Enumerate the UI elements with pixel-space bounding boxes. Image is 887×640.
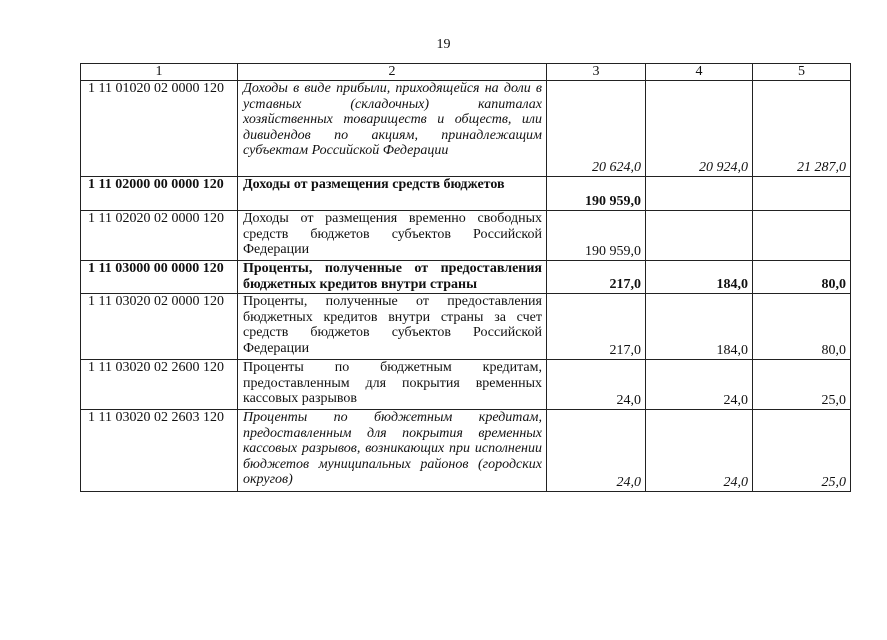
amount-col3: 190 959,0 (547, 211, 646, 261)
revenue-description: Доходы в виде прибыли, приходящейся на доли в уставных (складочных) капиталах хозяйственных товариществ и обществ, или дивидендов по акциям, принадлежащим субъектам Российской Федерации (238, 81, 547, 177)
table-row (81, 410, 851, 492)
table-row (81, 81, 851, 177)
amount-col5: 21 287,0 (753, 81, 851, 177)
column-header: 2 (238, 64, 547, 81)
amount-col3: 217,0 (547, 261, 646, 294)
table-row (81, 211, 851, 261)
budget-revenue-table (80, 63, 851, 492)
classification-code: 1 11 03000 00 0000 120 (81, 261, 238, 294)
classification-code: 1 11 03020 02 2600 120 (81, 360, 238, 410)
classification-code: 1 11 02000 00 0000 120 (81, 177, 238, 211)
column-header: 3 (547, 64, 646, 81)
amount-col4: 24,0 (646, 410, 753, 492)
amount-col5: 80,0 (753, 261, 851, 294)
amount-col5 (753, 177, 851, 211)
table-header-row (81, 64, 851, 81)
amount-col4: 20 924,0 (646, 81, 753, 177)
amount-col3: 24,0 (547, 360, 646, 410)
amount-col5: 25,0 (753, 360, 851, 410)
amount-col4: 184,0 (646, 294, 753, 360)
column-header: 4 (646, 64, 753, 81)
amount-col3: 217,0 (547, 294, 646, 360)
amount-col5: 25,0 (753, 410, 851, 492)
amount-col4 (646, 177, 753, 211)
revenue-description: Доходы от размещения временно свободных средств бюджетов субъектов Российской Федерации (238, 211, 547, 261)
revenue-description: Доходы от размещения средств бюджетов (238, 177, 547, 211)
table-row (81, 360, 851, 410)
amount-col5: 80,0 (753, 294, 851, 360)
amount-col3: 24,0 (547, 410, 646, 492)
table-row (81, 294, 851, 360)
amount-col4: 184,0 (646, 261, 753, 294)
classification-code: 1 11 03020 02 0000 120 (81, 294, 238, 360)
revenue-description: Проценты по бюджетным кредитам, предоставленным для покрытия временных кассовых разрывов (238, 360, 547, 410)
column-header: 5 (753, 64, 851, 81)
table-row (81, 261, 851, 294)
amount-col4: 24,0 (646, 360, 753, 410)
amount-col4 (646, 211, 753, 261)
amount-col3: 20 624,0 (547, 81, 646, 177)
classification-code: 1 11 02020 02 0000 120 (81, 211, 238, 261)
amount-col5 (753, 211, 851, 261)
table-row (81, 177, 851, 211)
revenue-description: Проценты, полученные от предоставления бюджетных кредитов внутри страны за счет средств бюджетов субъектов Российской Федерации (238, 294, 547, 360)
amount-col3: 190 959,0 (547, 177, 646, 211)
revenue-description: Проценты по бюджетным кредитам, предоставленным для покрытия временных кассовых разрывов, возникающих при исполнении бюджетов муниципальных районов (городских округов) (238, 410, 547, 492)
revenue-description: Проценты, полученные от предоставления бюджетных кредитов внутри страны (238, 261, 547, 294)
classification-code: 1 11 01020 02 0000 120 (81, 81, 238, 177)
page-number: 19 (436, 37, 451, 52)
column-header: 1 (81, 64, 238, 81)
classification-code: 1 11 03020 02 2603 120 (81, 410, 238, 492)
